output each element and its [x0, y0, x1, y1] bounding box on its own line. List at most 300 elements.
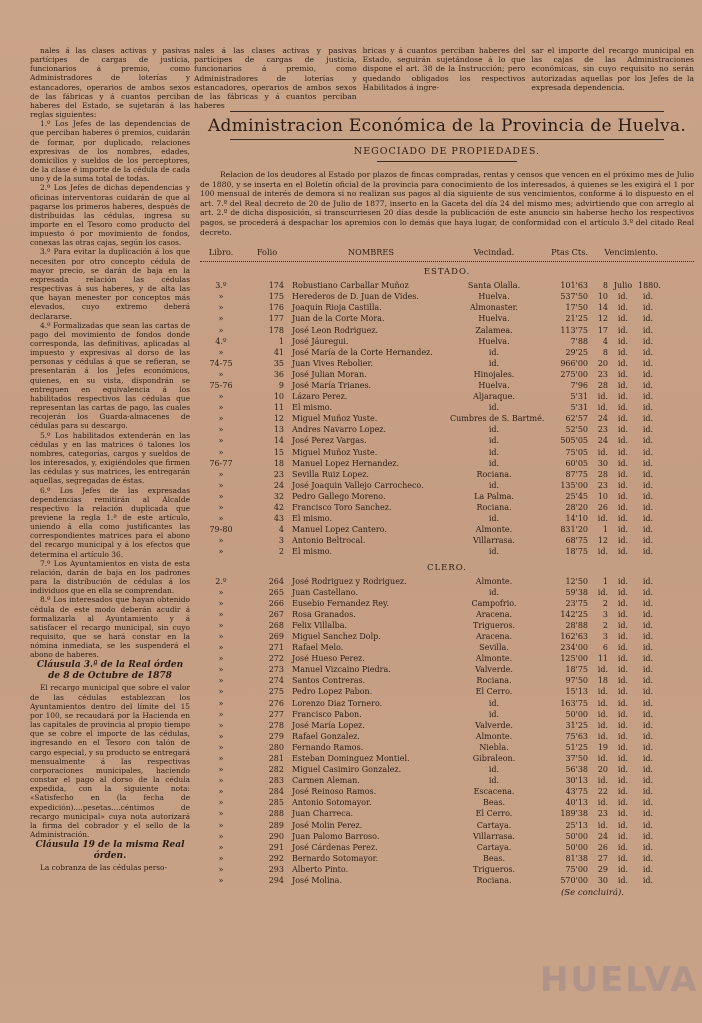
cell-vecindad: Huelva.: [478, 314, 510, 324]
cell-anio: id.: [642, 831, 654, 841]
cell-folio: 13: [273, 425, 284, 435]
cell-nombre: Fernando Ramos.: [292, 742, 364, 752]
cell-dia: id.: [597, 447, 608, 457]
cell-nombre: Bernardo Sotomayor.: [292, 853, 379, 863]
cell-libro: »: [218, 536, 224, 546]
cell-dia: id.: [597, 754, 608, 763]
cell-pesetas: 21'25: [565, 314, 588, 324]
table-row: [200, 698, 694, 709]
cell-pesetas: 275'00: [560, 369, 588, 379]
cell-folio: 292: [268, 853, 284, 863]
cell-libro: »: [218, 609, 224, 619]
cell-dia: 14: [597, 303, 608, 313]
cell-vecindad: Trigueros.: [472, 864, 515, 874]
cell-libro: »: [218, 776, 224, 786]
cell-folio: 266: [268, 598, 284, 608]
cell-dia: 10: [597, 292, 608, 302]
top-column-2: bricas y á cuantos perciban haberes del Estado, seguirán sujetándose á lo que dispone el art. 38 de la Instrucción; pero quedando obligados los respectivos Habilitados á ingre-: [362, 46, 526, 92]
cell-libro: »: [218, 314, 224, 324]
cell-mes: id.: [617, 576, 629, 586]
cell-folio: 36: [273, 369, 284, 379]
cell-nombre: Francisco Pabon.: [292, 709, 362, 719]
cell-mes: id.: [617, 292, 629, 302]
cell-nombre: Eusebio Fernandez Rey.: [292, 598, 389, 608]
table-row: [200, 513, 694, 524]
cell-anio: id.: [642, 576, 654, 586]
cell-pesetas: 966'00: [560, 358, 588, 368]
column-header-libro: Libro.: [208, 247, 234, 258]
table-row: [200, 524, 694, 535]
cell-libro: »: [218, 654, 224, 664]
cell-pesetas: 62'57: [565, 414, 588, 424]
cell-vecindad: El Cerro.: [475, 687, 513, 697]
cell-nombre: José María Lopez.: [292, 720, 365, 730]
cell-mes: id.: [617, 842, 629, 852]
table-row: [200, 347, 694, 358]
cell-pesetas: 12'50: [565, 576, 588, 586]
table-row: [200, 313, 694, 324]
cell-anio: id.: [642, 536, 654, 546]
cell-pesetas: 75'05: [565, 447, 588, 457]
cell-vecindad: Cartaya.: [476, 820, 512, 830]
cell-anio: id.: [642, 765, 654, 775]
cell-anio: id.: [642, 776, 654, 786]
cell-libro: »: [218, 620, 224, 630]
table-row: [200, 642, 694, 653]
table-row: [200, 598, 694, 609]
cell-mes: id.: [617, 414, 629, 424]
cell-dia: 24: [597, 414, 608, 424]
cell-mes: id.: [617, 347, 629, 357]
cell-vecindad: Gibraleon.: [472, 754, 516, 763]
cell-mes: id.: [617, 369, 629, 379]
cell-libro: »: [218, 665, 224, 675]
table-row: [200, 447, 694, 458]
main-listing: [200, 108, 694, 1013]
cell-nombre: Miguel Muñoz Yuste.: [292, 447, 378, 457]
cell-mes: id.: [617, 503, 629, 513]
cell-pesetas: 81'38: [565, 853, 588, 863]
table-row: [200, 358, 694, 369]
left-paragraph: El recargo municipal que sobre el valor de las cédulas establezcan los Ayuntamientos dentro del límite del 15 por 100, se recaudará por la Hacienda en las capitales de provincia al propio tiempo que se cobre el importe de las cédulas, ingresando en el Tesoro con talón de cargo especial, y su producto se entregará mensualmente á las respectivas corporaciones municipales, haciendo constar el pago al dorso de la cédula expedida, con la siguiente nota: «Satisfecho en (la fecha de expedición)....pesetas....céntimos de recargo municipal» cuya nota autorizará la firma del cobrador y el sello de la Administración.: [30, 683, 190, 839]
cell-mes: id.: [617, 403, 629, 413]
cell-nombre: Felix Villalba.: [292, 620, 348, 630]
cell-libro: »: [218, 587, 224, 597]
cell-folio: 18: [273, 458, 284, 468]
cell-pesetas: 5'31: [570, 403, 588, 413]
cell-vecindad: Almonte.: [475, 731, 513, 741]
cell-anio: id.: [642, 336, 654, 346]
cell-nombre: Manuel Vizcaino Piedra.: [292, 665, 391, 675]
table-row: [200, 587, 694, 598]
cell-vecindad: Almonte.: [475, 525, 513, 535]
cell-libro: »: [218, 414, 224, 424]
cell-mes: id.: [617, 480, 629, 490]
cell-nombre: Esteban Dominguez Montiel.: [292, 754, 410, 763]
cell-mes: id.: [617, 514, 629, 524]
cell-folio: 290: [268, 831, 284, 841]
cell-dia: 2: [602, 620, 608, 630]
cell-anio: id.: [642, 687, 654, 697]
cell-anio: id.: [642, 709, 654, 719]
table-row: [200, 491, 694, 502]
cell-folio: 285: [268, 798, 284, 808]
top-column-1: nales á las clases activas y pasivas partícipes de cargas de justicia, funcionarios á premio, como Administradores de loterías y estancadores, operarios de ambos sexos de las fábricas y á cuantos perciban haberes: [194, 46, 357, 111]
cell-vecindad: id.: [488, 776, 500, 786]
cell-libro: »: [218, 325, 224, 335]
cell-dia: 30: [597, 458, 608, 468]
cell-pesetas: 87'75: [565, 469, 588, 479]
cell-nombre: Antonio Sotomayor.: [292, 798, 372, 808]
cell-anio: id.: [642, 654, 654, 664]
cell-vecindad: Huelva.: [478, 336, 510, 346]
cell-dia: id.: [597, 514, 608, 524]
cell-vecindad: Villarrasa.: [473, 536, 515, 546]
cell-nombre: Manuel Lopez Hernandez.: [292, 458, 400, 468]
cell-mes: id.: [617, 776, 629, 786]
cell-vecindad: id.: [488, 480, 500, 490]
cell-dia: 4: [602, 336, 608, 346]
cell-pesetas: 162'63: [560, 631, 588, 641]
cell-libro: »: [218, 598, 224, 608]
cell-nombre: José Cárdenas Perez.: [292, 842, 378, 852]
cell-nombre: José Leon Rodriguez.: [292, 325, 379, 335]
cell-mes: id.: [617, 392, 629, 402]
cell-nombre: El mismo.: [292, 403, 332, 413]
cell-mes: id.: [617, 687, 629, 697]
cell-mes: id.: [617, 358, 629, 368]
left-paragraph: 3.º Para evitar la duplicación á los que necesiten por otro concepto cédula de mayor precio, se darán de baja en la expresada relación las cédulas respectivas á sus haberes, y de alta las que hayan menester por conceptos más elevados, cuyo extremo deberá declararse.: [30, 247, 190, 321]
page-title: Administracion Económica de la Provincia de Huelva.: [207, 116, 687, 136]
cell-pesetas: 75'00: [565, 864, 588, 874]
cell-dia: id.: [597, 403, 608, 413]
cell-mes: id.: [617, 491, 629, 501]
debtor-table: [200, 267, 694, 886]
cell-libro: »: [218, 292, 224, 302]
cell-mes: id.: [617, 303, 629, 313]
cell-vecindad: Huelva.: [478, 381, 510, 390]
cell-mes: id.: [617, 381, 629, 390]
cell-pesetas: 97'50: [565, 676, 588, 686]
cell-nombre: Lorenzo Diaz Tornero.: [292, 698, 383, 708]
cell-dia: 23: [597, 369, 608, 379]
cell-folio: 9: [278, 381, 284, 390]
cell-pesetas: 52'50: [565, 425, 588, 435]
table-row: [200, 720, 694, 731]
cell-folio: 291: [268, 842, 284, 852]
cell-vecindad: Escacena.: [473, 787, 515, 797]
cell-vecindad: Valverde.: [475, 665, 513, 675]
left-text-column: [30, 46, 190, 1018]
table-row: [200, 831, 694, 842]
cell-mes: id.: [617, 525, 629, 535]
header-rule: [200, 261, 694, 262]
cell-dia: id.: [597, 798, 608, 808]
cell-nombre: Manuel Lopez Cantero.: [292, 525, 387, 535]
cell-libro: 76-77: [209, 458, 233, 468]
cell-anio: id.: [642, 381, 654, 390]
cell-mes: id.: [617, 676, 629, 686]
cell-vecindad: Almonte.: [475, 576, 513, 586]
cell-anio: id.: [642, 820, 654, 830]
cell-pesetas: 7'96: [570, 381, 588, 390]
table-row: [200, 546, 694, 557]
cell-pesetas: 234'00: [560, 643, 588, 653]
cell-folio: 283: [268, 776, 284, 786]
cell-mes: id.: [617, 787, 629, 797]
table-row: [200, 576, 694, 587]
cell-pesetas: 189'38: [560, 809, 588, 819]
left-paragraph: 7.º Los Ayuntamientos en vista de esta relación, darán de baja en los padrones para la distribución de cédulas á los individuos que en ella se comprendan.: [30, 558, 190, 596]
cell-folio: 11: [273, 403, 284, 413]
cell-dia: id.: [597, 587, 608, 597]
cell-anio: id.: [642, 698, 654, 708]
cell-vecindad: Cartaya.: [476, 842, 512, 852]
cell-folio: 35: [273, 358, 284, 368]
cell-libro: »: [218, 392, 224, 402]
cell-mes: id.: [617, 547, 629, 557]
cell-vecindad: id.: [488, 698, 500, 708]
cell-anio: id.: [642, 731, 654, 741]
cell-anio: id.: [642, 303, 654, 313]
cell-anio: id.: [642, 587, 654, 597]
cell-nombre: Rafael Gonzalez.: [292, 731, 360, 741]
cell-nombre: José Molin Perez.: [292, 820, 363, 830]
cell-nombre: Rosa Granados.: [292, 609, 356, 619]
table-row: [200, 820, 694, 831]
cell-folio: 32: [273, 491, 284, 501]
cell-anio: id.: [642, 525, 654, 535]
cell-vecindad: Valverde.: [475, 720, 513, 730]
table-row: [200, 435, 694, 446]
cell-nombre: Miguel Muñoz Yuste.: [292, 414, 378, 424]
cell-folio: 10: [273, 392, 284, 402]
cell-dia: 10: [597, 491, 608, 501]
cell-anio: id.: [642, 754, 654, 763]
cell-dia: 3: [602, 609, 608, 619]
cell-folio: 294: [268, 876, 284, 886]
cell-nombre: Pedro Gallego Moreno.: [292, 491, 386, 501]
cell-folio: 4: [278, 525, 284, 535]
cell-libro: »: [218, 698, 224, 708]
cell-libro: »: [218, 765, 224, 775]
cell-nombre: El mismo.: [292, 514, 332, 524]
cell-pesetas: 50'00: [565, 831, 588, 841]
cell-folio: 265: [268, 587, 284, 597]
cell-anio: id.: [642, 609, 654, 619]
cell-libro: »: [218, 369, 224, 379]
table-row: [200, 764, 694, 775]
cell-libro: 2.º: [215, 576, 227, 586]
cell-anio: id.: [642, 292, 654, 302]
cell-pesetas: 59'38: [565, 587, 588, 597]
cell-nombre: Francisco Toro Sanchez.: [292, 503, 392, 513]
column-header-folio: Folio: [256, 247, 278, 258]
cell-folio: 174: [268, 281, 284, 291]
cell-dia: id.: [597, 731, 608, 741]
cell-nombre: Lázaro Perez.: [292, 392, 348, 402]
cell-mes: id.: [617, 458, 629, 468]
cell-dia: 23: [597, 480, 608, 490]
cell-pesetas: 60'05: [565, 458, 588, 468]
cell-libro: »: [218, 676, 224, 686]
cell-folio: 275: [268, 687, 284, 697]
cell-dia: 24: [597, 436, 608, 446]
cell-folio: 14: [273, 436, 284, 446]
cell-pesetas: 831'20: [560, 525, 588, 535]
cell-dia: id.: [597, 820, 608, 830]
cell-pesetas: 15'13: [565, 687, 588, 697]
cell-nombre: Joaquin Rioja Castilla.: [292, 303, 382, 313]
cell-dia: 28: [597, 381, 608, 390]
table-row: [200, 853, 694, 864]
cell-folio: 267: [268, 609, 284, 619]
cell-mes: id.: [617, 654, 629, 664]
cell-anio: id.: [642, 392, 654, 402]
cell-folio: 268: [268, 620, 284, 630]
cell-vecindad: id.: [488, 447, 500, 457]
cell-anio: id.: [642, 798, 654, 808]
cell-pesetas: 14'10: [565, 514, 588, 524]
cell-libro: »: [218, 480, 224, 490]
cell-nombre: Juan Castellano.: [292, 587, 359, 597]
cell-pesetas: 537'50: [560, 292, 588, 302]
cell-dia: 12: [597, 536, 608, 546]
cell-libro: »: [218, 425, 224, 435]
cell-nombre: Andres Navarro Lopez.: [292, 425, 387, 435]
table-row: [200, 631, 694, 642]
cell-mes: id.: [617, 436, 629, 446]
cell-anio: id.: [642, 436, 654, 446]
cell-mes: id.: [617, 325, 629, 335]
cell-vecindad: id.: [488, 547, 500, 557]
cell-nombre: José Julian Moran.: [292, 369, 367, 379]
cell-vecindad: Niebla.: [479, 742, 509, 752]
cell-anio: id.: [642, 514, 654, 524]
cell-libro: »: [218, 754, 224, 763]
cell-anio: id.: [642, 809, 654, 819]
cell-pesetas: 18'75: [565, 665, 588, 675]
cell-folio: 264: [268, 576, 284, 586]
column-header-vencimiento: Vencimiento.: [604, 247, 658, 258]
cell-pesetas: 50'00: [565, 842, 588, 852]
cell-libro: »: [218, 469, 224, 479]
cell-folio: 274: [268, 676, 284, 686]
cell-nombre: Santos Contreras.: [292, 676, 366, 686]
cell-libro: »: [218, 687, 224, 697]
cell-vecindad: Beas.: [482, 853, 506, 863]
cell-anio: id.: [642, 864, 654, 874]
cell-dia: id.: [597, 698, 608, 708]
cell-libro: »: [218, 809, 224, 819]
cell-anio: id.: [642, 643, 654, 653]
cell-pesetas: 18'75: [565, 547, 588, 557]
cell-anio: id.: [642, 547, 654, 557]
table-row: [200, 664, 694, 675]
page-subtitle: NEGOCIADO DE PROPIEDADES.: [353, 146, 541, 157]
cell-mes: id.: [617, 720, 629, 730]
cell-vecindad: Rociana.: [476, 676, 512, 686]
cell-folio: 281: [268, 754, 284, 763]
cell-libro: »: [218, 303, 224, 313]
left-paragraph: 1.º Los Jefes de las dependencias de que perciban haberes ó premios, cuidarán de formar, por duplicado, relaciones expresivas de los nombres, edades, domicilios y sueldos de los perceptores, de la clase é importe de la cédula de cada uno y de la suma total de todas.: [30, 119, 190, 184]
cell-mes: id.: [617, 536, 629, 546]
table-row: [200, 325, 694, 336]
cell-folio: 42: [273, 503, 284, 513]
cell-pesetas: 75'63: [565, 731, 588, 741]
cell-dia: 23: [597, 425, 608, 435]
table-row: [200, 775, 694, 786]
cell-libro: »: [218, 853, 224, 863]
table-row: [200, 864, 694, 875]
cell-folio: 293: [268, 864, 284, 874]
cell-anio: id.: [642, 403, 654, 413]
cell-vecindad: Campofrio.: [471, 598, 517, 608]
cell-mes: id.: [617, 598, 629, 608]
cell-anio: id.: [642, 325, 654, 335]
cell-vecindad: id.: [488, 358, 500, 368]
cell-libro: 74-75: [209, 358, 233, 368]
cell-folio: 277: [268, 709, 284, 719]
cell-pesetas: 68'75: [565, 536, 588, 546]
cell-dia: 30: [597, 876, 608, 886]
cell-dia: 3: [602, 631, 608, 641]
left-paragraph: 2.º Los Jefes de dichas dependencias y oficinas interventoras cuidarán de que al pagarse los primeros haberes, después de distribuidas las cédulas, ingresa su importe en el Tesoro como producto del impuesto ó por movimiento de fondos, conexas las otras cajas, según los casos.: [30, 183, 190, 248]
table-row: [200, 480, 694, 491]
cell-mes: id.: [617, 731, 629, 741]
cell-libro: 75-76: [209, 381, 233, 390]
cell-folio: 269: [268, 631, 284, 641]
cell-pesetas: 101'63: [560, 281, 588, 291]
cell-nombre: Alberto Pinto.: [292, 864, 349, 874]
cell-nombre: Rafael Melo.: [292, 643, 344, 653]
cell-folio: 3: [278, 536, 284, 546]
cell-dia: 8: [602, 281, 608, 291]
table-row: [200, 808, 694, 819]
cell-pesetas: 7'88: [570, 336, 588, 346]
cell-libro: »: [218, 831, 224, 841]
cell-anio: id.: [642, 503, 654, 513]
cell-anio: id.: [642, 491, 654, 501]
cell-mes: id.: [617, 698, 629, 708]
cell-nombre: Miguel Casimiro Gonzalez.: [292, 765, 402, 775]
cell-pesetas: 25'45: [565, 491, 588, 501]
column-header-vecindad: Vecindad.: [473, 247, 515, 258]
cell-dia: 29: [597, 864, 608, 874]
cell-dia: 2: [602, 598, 608, 608]
cell-dia: id.: [597, 687, 608, 697]
cell-libro: »: [218, 447, 224, 457]
cell-anio: id.: [642, 458, 654, 468]
cell-vecindad: Villarrasa.: [473, 831, 515, 841]
cell-anio: id.: [642, 665, 654, 675]
cell-anio: id.: [642, 447, 654, 457]
cell-folio: 1: [278, 336, 284, 346]
cell-mes: id.: [617, 876, 629, 886]
column-headers: [200, 247, 694, 257]
table-row: [200, 535, 694, 546]
cell-folio: 177: [268, 314, 284, 324]
cell-dia: 27: [597, 853, 608, 863]
cell-dia: 20: [597, 765, 608, 775]
cell-pesetas: 51'25: [565, 742, 588, 752]
cell-nombre: José Joaquin Vallejo Carrocheco.: [292, 480, 424, 490]
cell-libro: »: [218, 491, 224, 501]
cell-folio: 15: [273, 447, 284, 457]
cell-nombre: Juan Vives Rebolier.: [292, 358, 373, 368]
cell-nombre: José Perez Vargas.: [292, 436, 367, 446]
cell-mes: id.: [617, 665, 629, 675]
